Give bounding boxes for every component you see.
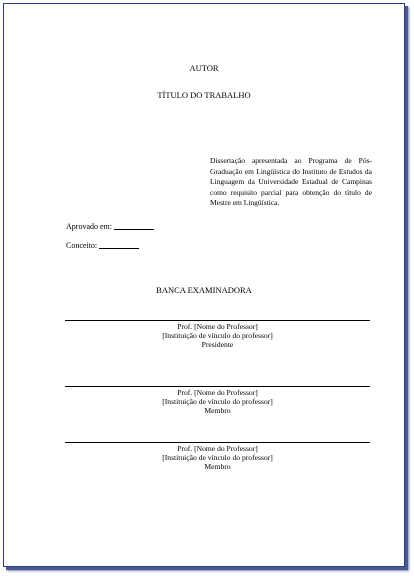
committee-heading: BANCA EXAMINADORA [156, 285, 252, 295]
member-name: Prof. [Nome do Professor] [177, 444, 258, 453]
author-heading: AUTOR [189, 63, 219, 73]
grade-field [66, 241, 139, 250]
approved-blank [114, 229, 154, 230]
grade-blank [99, 248, 139, 249]
member-role: Membro [204, 406, 231, 415]
signature-line [65, 386, 370, 387]
committee-member [65, 444, 370, 471]
committee-member [65, 388, 370, 415]
approved-field [66, 222, 154, 231]
work-title-heading: TÍTULO DO TRABALHO [157, 90, 251, 100]
member-role: Presidente [201, 340, 234, 349]
signature-line [65, 320, 370, 321]
document-page [3, 3, 405, 567]
member-institution: [Instituição de vínculo do professor] [162, 331, 273, 340]
member-name: Prof. [Nome do Professor] [177, 322, 258, 331]
member-institution: [Instituição de vínculo do professor] [162, 397, 273, 406]
member-name: Prof. [Nome do Professor] [177, 388, 258, 397]
member-institution: [Instituição de vínculo do professor] [162, 453, 273, 462]
approved-label: Aprovado em: [66, 222, 112, 231]
dissertation-abstract: Dissertação apresentada ao Programa de Pós-Graduação em Lingüística do Instituto de Estudos da Linguagem da Universidade Estadual de Campinas como requisito parcial para obtenção do título de Mestre em Lingüística. [210, 156, 372, 208]
grade-label: Conceito: [66, 241, 98, 250]
member-role: Membro [204, 462, 231, 471]
signature-line [65, 442, 370, 443]
committee-member [65, 322, 370, 349]
